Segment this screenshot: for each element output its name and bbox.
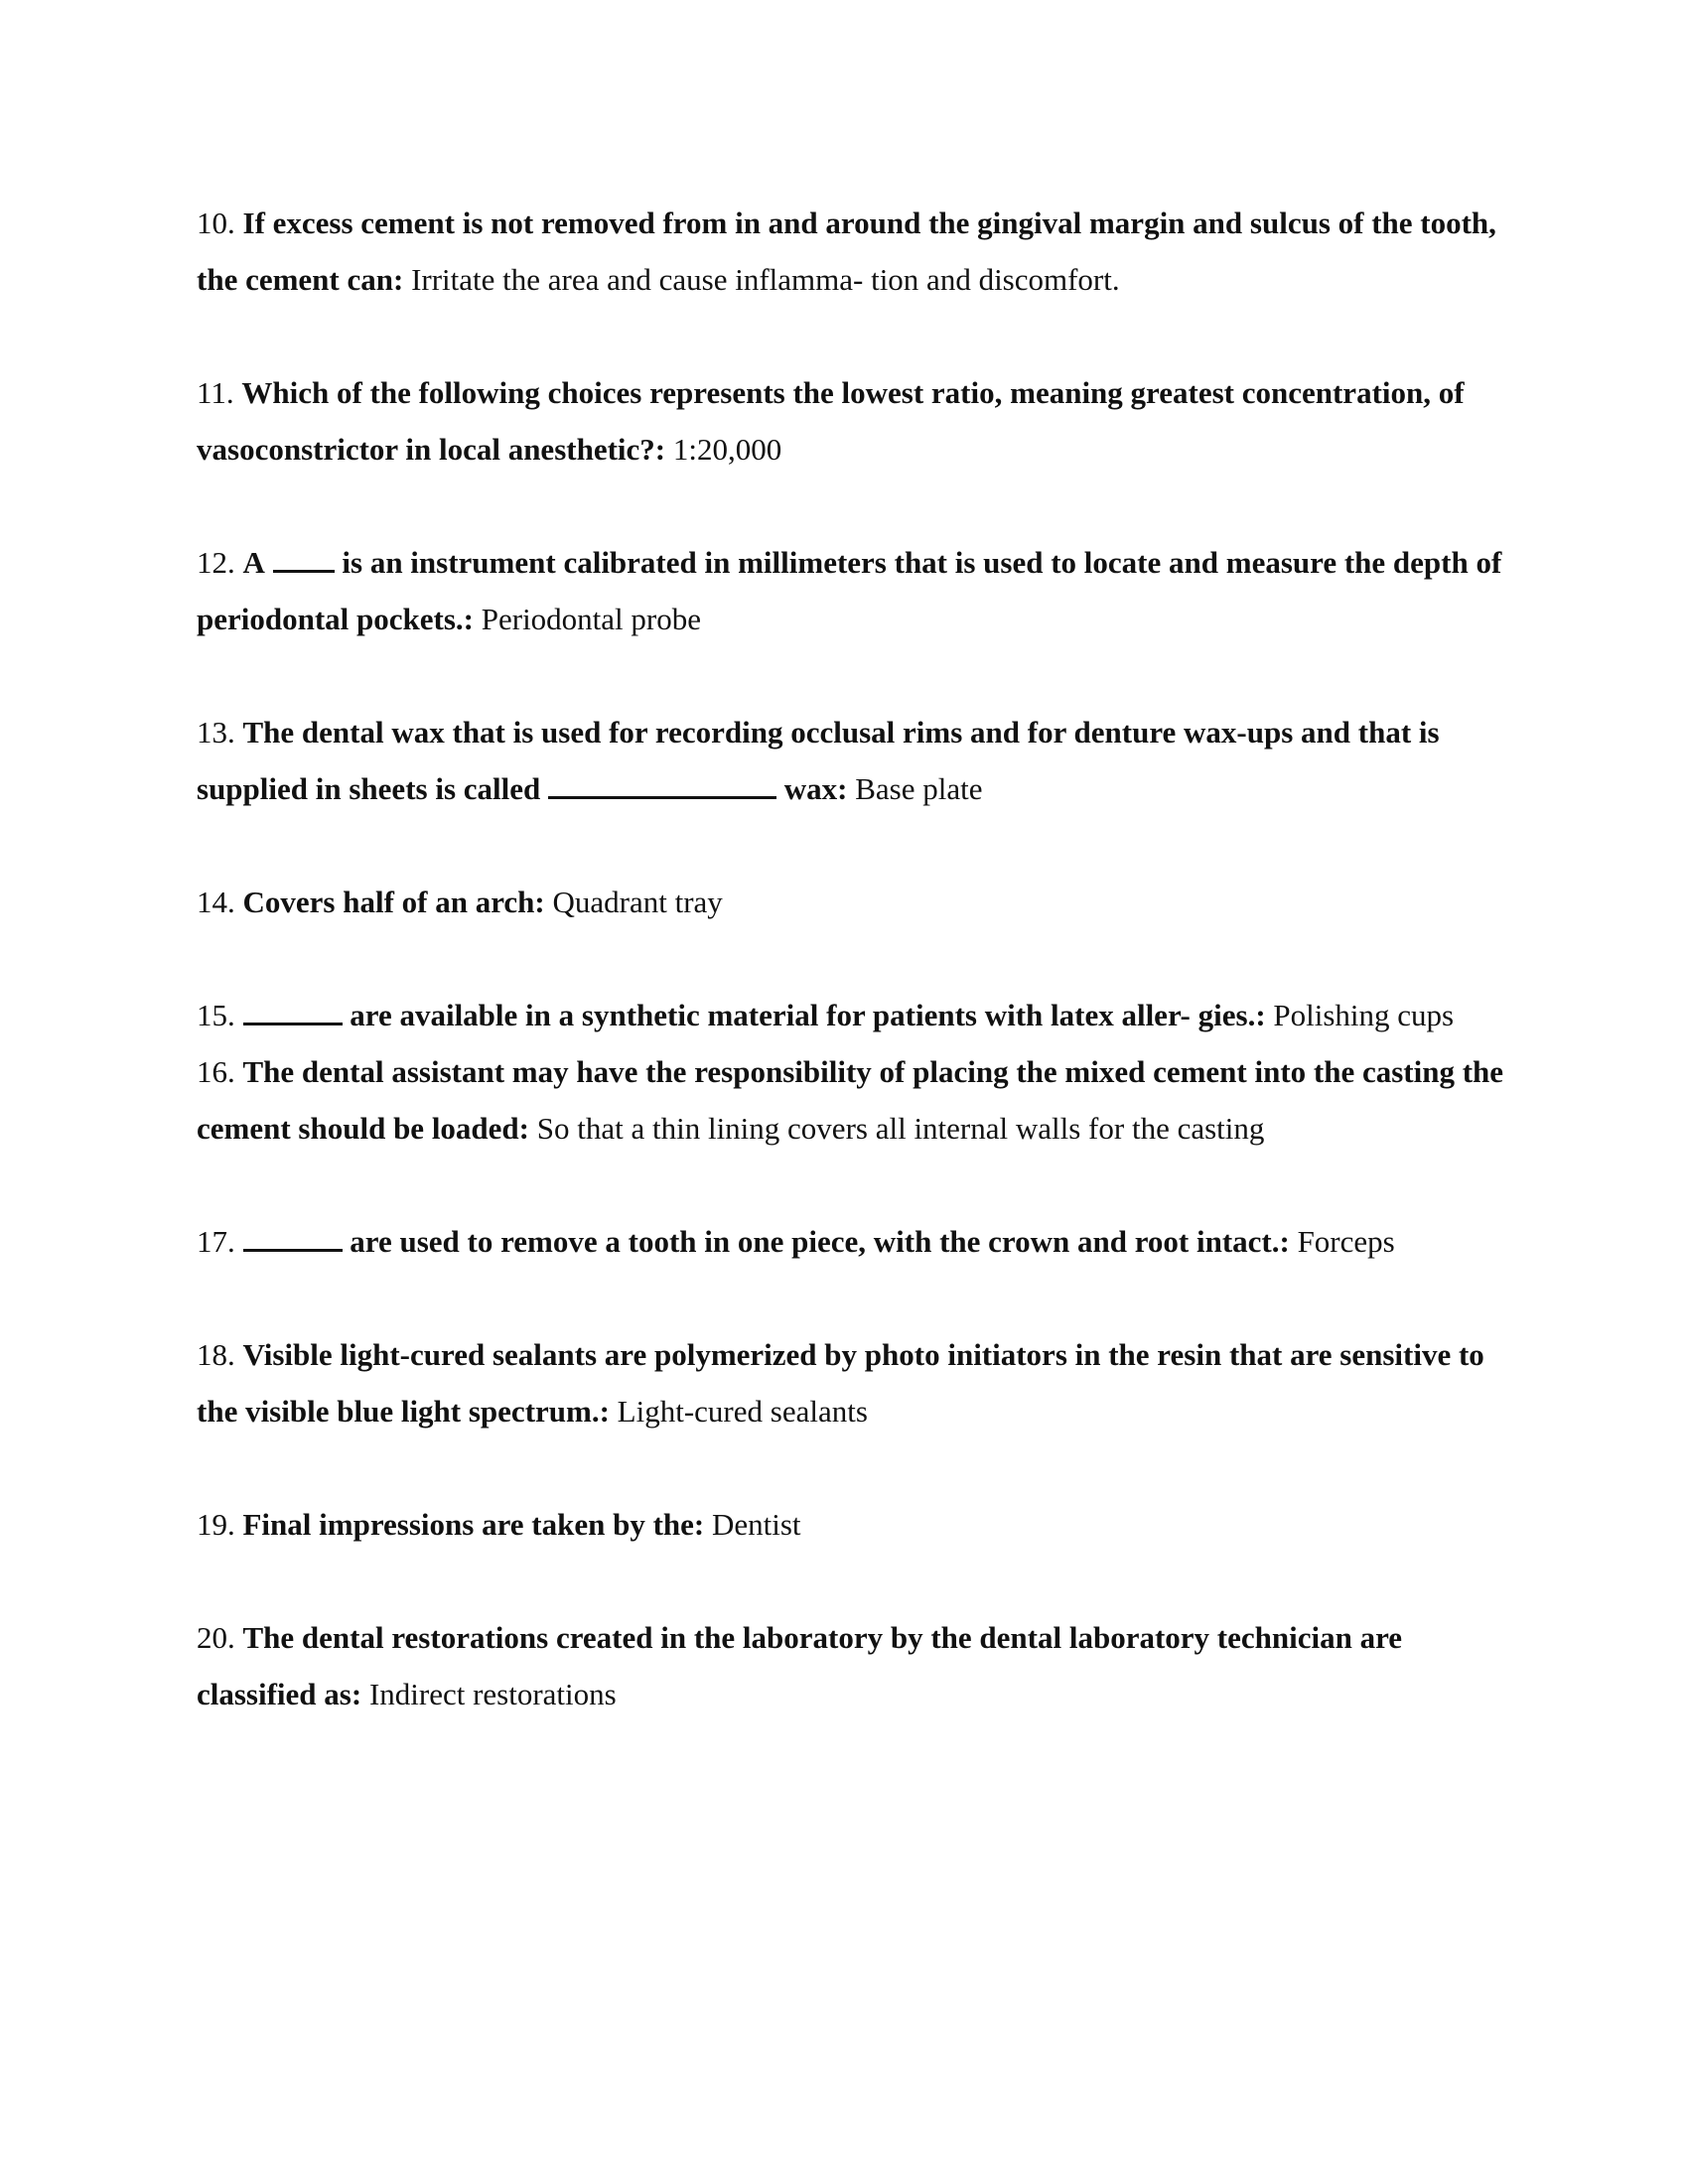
question-13 — [197, 704, 1507, 817]
question-number: 13. — [197, 715, 235, 750]
answer-text: So that a thin lining covers all internal walls for the casting — [529, 1111, 1265, 1146]
question-number: 10. — [197, 205, 235, 240]
fill-in-blank — [243, 1001, 343, 1025]
question-number: 11. — [197, 375, 234, 410]
question-text: The dental wax that is used for recording occlusal rims and for denture wax-ups and that is supplied in sheets is called — [197, 715, 1440, 806]
question-19 — [197, 1496, 1507, 1553]
question-text: Covers half of an arch: — [242, 885, 545, 919]
question-number: 18. — [197, 1337, 235, 1372]
question-12 — [197, 534, 1507, 647]
question-text-post: wax: — [776, 771, 848, 806]
question-number: 17. — [197, 1224, 235, 1259]
answer-text: Base plate — [847, 771, 983, 806]
answer-text: Polishing cups — [1265, 998, 1455, 1032]
question-text: The dental restorations created in the laboratory by the dental laboratory technician are classified as: — [197, 1620, 1403, 1711]
question-17 — [197, 1213, 1507, 1270]
question-10 — [197, 195, 1507, 308]
answer-text: Irritate the area and cause inflamma- tion and discomfort. — [403, 262, 1120, 297]
question-text: Visible light-cured sealants are polymerized by photo initiators in the resin that are sensitive to the visible blue light spectrum.: — [197, 1337, 1484, 1429]
answer-text: Periodontal probe — [474, 602, 702, 636]
question-text: Which of the following choices represents the lowest ratio, meaning greatest concentration, of vasoconstrictor in local anesthetic?: — [197, 375, 1465, 467]
question-text: The dental assistant may have the responsibility of placing the mixed cement into the casting the cement should be loaded: — [197, 1054, 1504, 1146]
question-number: 19. — [197, 1507, 235, 1542]
question-number: 16. — [197, 1054, 235, 1089]
answer-text: Light-cured sealants — [609, 1394, 868, 1429]
question-11 — [197, 364, 1507, 478]
question-number: 15. — [197, 998, 235, 1032]
fill-in-blank — [548, 774, 776, 799]
question-number: 12. — [197, 545, 235, 580]
question-14 — [197, 874, 1507, 930]
fill-in-blank — [243, 1227, 343, 1252]
question-text: Final impressions are taken by the: — [242, 1507, 705, 1542]
question-20 — [197, 1609, 1507, 1722]
answer-text: 1:20,000 — [665, 432, 782, 467]
answer-text: Quadrant tray — [544, 885, 723, 919]
question-18 — [197, 1326, 1507, 1439]
question-number: 14. — [197, 885, 235, 919]
fill-in-blank — [273, 548, 335, 573]
question-text-post: is an instrument calibrated in millimeters that is used to locate and measure the depth of periodontal pockets.: — [197, 545, 1502, 636]
answer-text: Dentist — [704, 1507, 801, 1542]
question-text-post: are available in a synthetic material for patients with latex aller- gies.: — [342, 998, 1266, 1032]
question-text: If excess cement is not removed from in and around the gingival margin and sulcus of the tooth, the cement can: — [197, 205, 1496, 297]
question-16 — [197, 1043, 1507, 1157]
question-text: A — [242, 545, 265, 580]
question-15 — [197, 987, 1507, 1043]
document-page — [197, 195, 1507, 1722]
answer-text: Forceps — [1289, 1224, 1395, 1259]
answer-text: Indirect restorations — [361, 1677, 617, 1711]
question-text-post: are used to remove a tooth in one piece, with the crown and root intact.: — [342, 1224, 1290, 1259]
question-number: 20. — [197, 1620, 235, 1655]
